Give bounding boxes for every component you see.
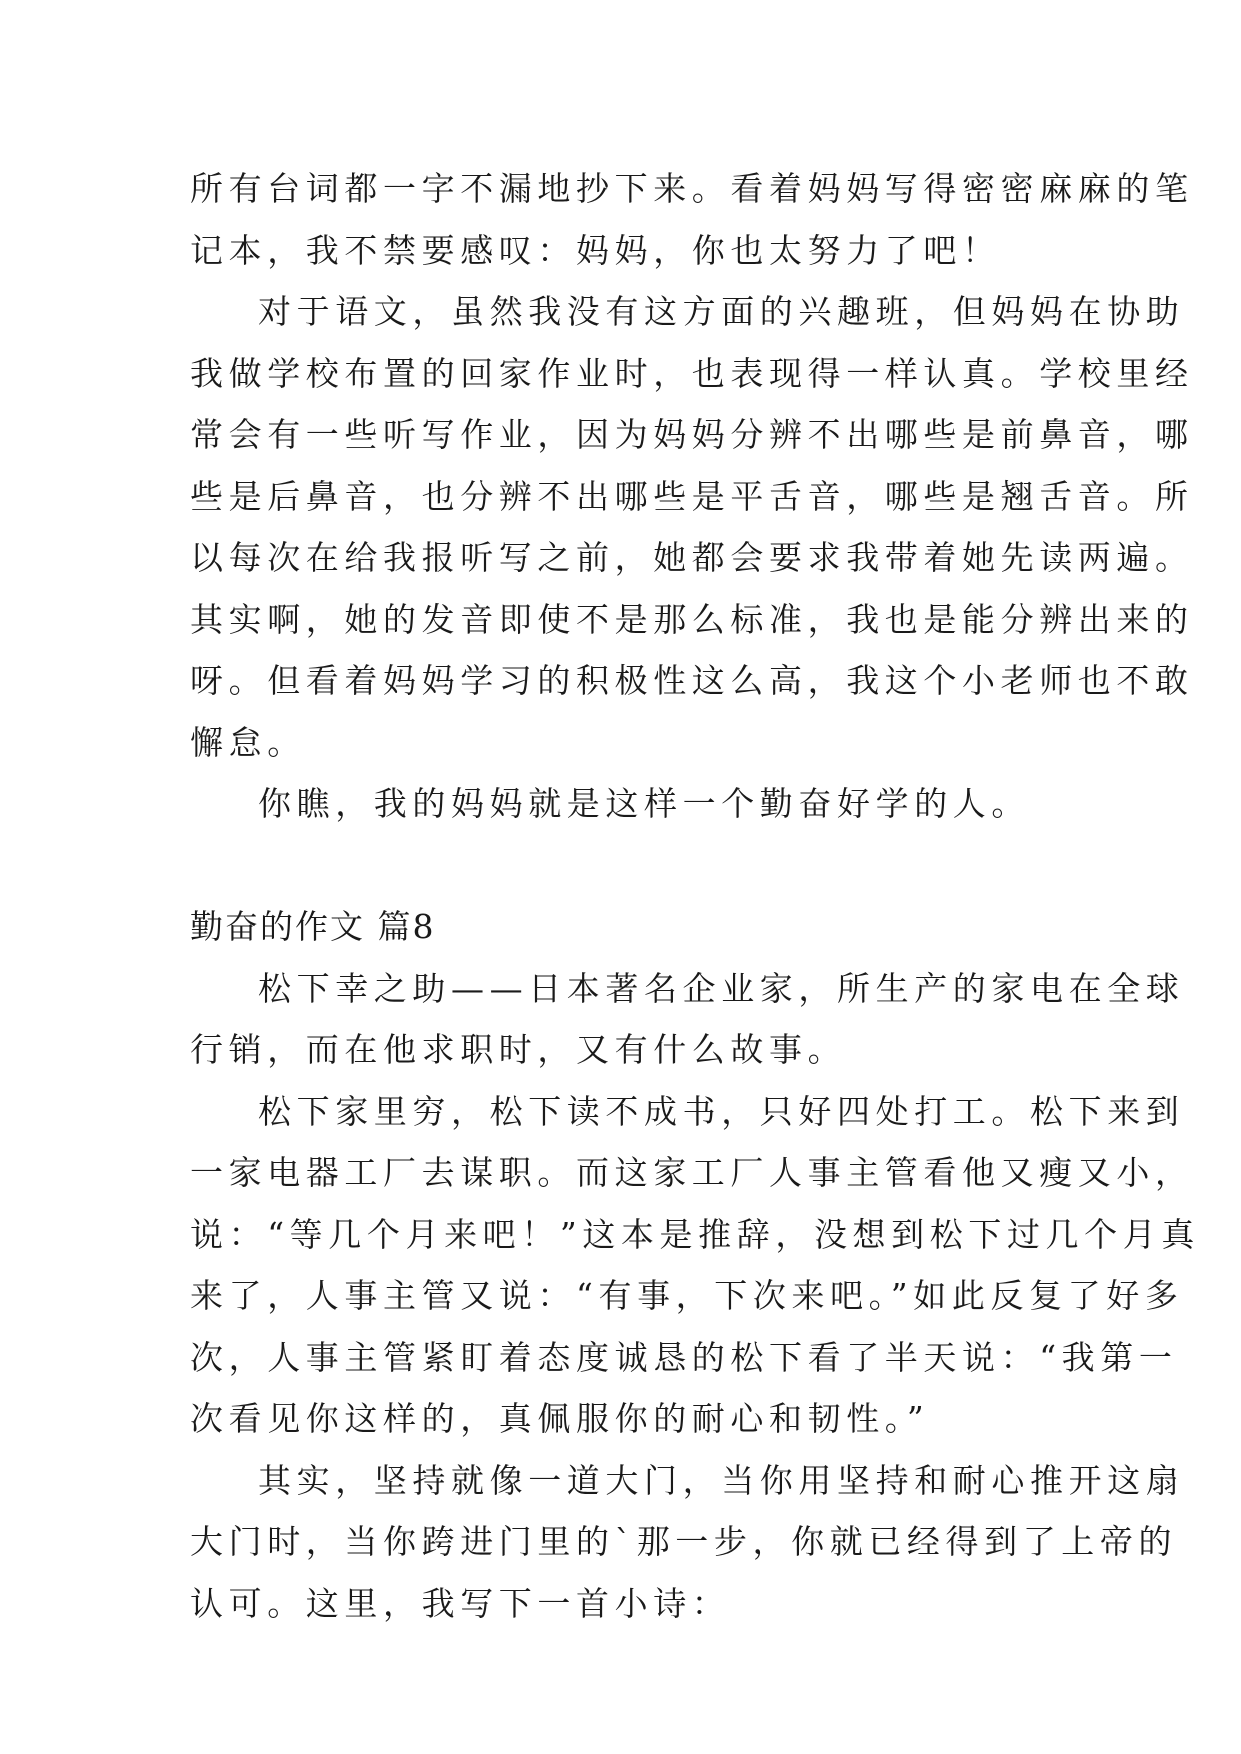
text-line: 行销，而在他求职时，又有什么故事。	[190, 1030, 847, 1069]
paragraph	[190, 281, 1194, 773]
paragraph	[190, 773, 1060, 835]
text-line: 一家电器工厂去谋职。而这家工厂人事主管看他又瘦又小，	[190, 1153, 1194, 1192]
text-line: 以每次在给我报听写之前，她都会要求我带着她先读两遍。	[190, 538, 1194, 577]
text-line: 其实啊，她的发音即使不是那么标准，我也是能分辨出来的	[190, 599, 1194, 639]
text-line: 对于语文，虽然我没有这方面的兴趣班，但妈妈在协助	[258, 292, 1185, 331]
blank-line	[190, 835, 1060, 897]
paragraph	[190, 1081, 1200, 1450]
text-line: 呀。但看着妈妈学习的积极性这么高，我这个小老师也不敢	[190, 661, 1194, 700]
text-line: 认可。这里，我写下一首小诗：	[190, 1583, 731, 1623]
text-line: 你瞧，我的妈妈就是这样一个勤奋好学的人。	[258, 784, 1030, 823]
text-line: 其实，坚持就像一道大门，当你用坚持和耐心推开这扇	[258, 1460, 1185, 1500]
text-line: 懈怠。	[190, 722, 306, 762]
text-line: 我做学校布置的回家作业时，也表现得一样认真。学校里经	[190, 353, 1194, 393]
document-body	[190, 158, 1200, 1634]
text-line: 松下家里穷，松下读不成书，只好四处打工。松下来到	[258, 1091, 1185, 1131]
paragraph	[190, 1450, 1185, 1635]
section-heading: 勤奋的作文 篇8	[190, 907, 436, 946]
text-line: 说：“等几个月来吧！”这本是推辞，没想到松下过几个月真	[190, 1214, 1200, 1254]
text-line: 次看见你这样的，真佩服你的耐心和韧性。”	[190, 1399, 930, 1438]
text-line: 常会有一些听写作业，因为妈妈分辨不出哪些是前鼻音，哪	[190, 415, 1194, 454]
text-line: 记本，我不禁要感叹：妈妈，你也太努力了吧！	[190, 230, 1001, 270]
text-line: 些是后鼻音，也分辨不出哪些是平舌音，哪些是翘舌音。所	[190, 476, 1194, 516]
text-line: 所有台词都一字不漏地抄下来。看着妈妈写得密密麻麻的笔	[190, 169, 1194, 208]
text-line: 次，人事主管紧盯着态度诚恳的松下看了半天说：“我第一	[190, 1337, 1178, 1377]
paragraph	[190, 958, 1185, 1081]
paragraph	[190, 158, 1194, 281]
text-line: 松下幸之助——日本著名企业家，所生产的家电在全球	[258, 968, 1185, 1008]
text-line: 大门时，当你跨进门里的`那一步，你就已经得到了上帝的	[190, 1522, 1178, 1561]
text-line: 来了，人事主管又说：“有事，下次来吧。”如此反复了好多	[190, 1276, 1184, 1315]
